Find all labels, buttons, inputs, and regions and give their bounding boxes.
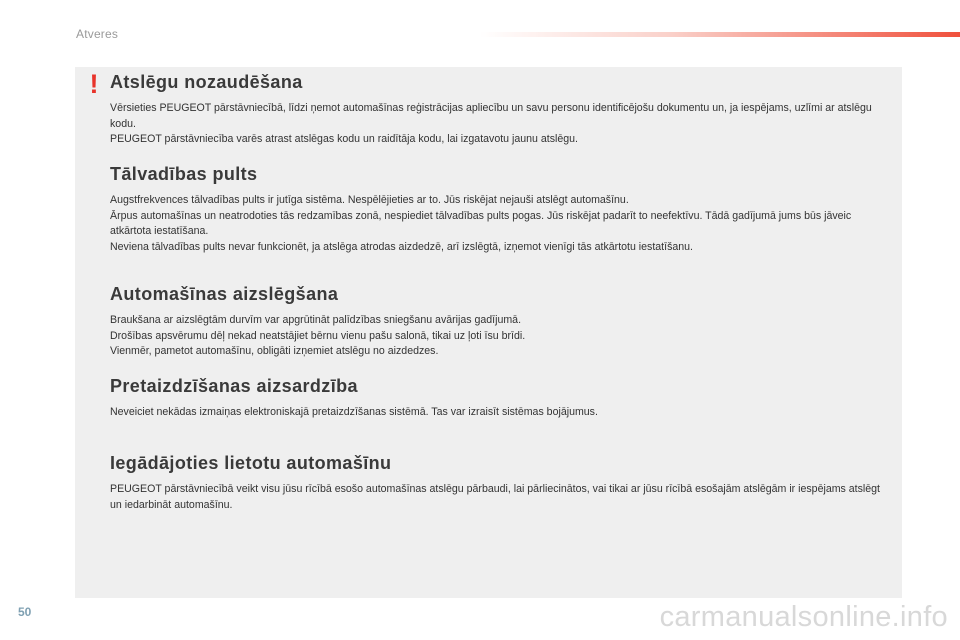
section-lost-keys [110,71,890,148]
section-paragraph: PEUGEOT pārstāvniecība varēs atrast atslēgas kodu un raidītāja kodu, lai izgatavotu jaunu atslēgu. [110,133,578,145]
section-paragraph: Drošības apsvērumu dēļ nekad neatstājiet bērnu vienu pašu salonā, tikai uz ļoti īsu brīdi. [110,329,526,342]
page-number: 50 [18,605,32,619]
section-paragraph: Braukšana ar aizslēgtām durvīm var apgrūtināt palīdzības sniegšanu avārijas gadījumā. [110,314,522,326]
section-anti-theft [110,375,890,421]
section-used-vehicle [110,452,890,513]
section-title: Automašīnas aizslēgšana [110,284,339,304]
section-title: Atslēgu nozaudēšana [110,72,303,92]
section-paragraph: Neviena tālvadības pults nevar funkcionēt, ja atslēga atrodas aizdedzē, arī izslēgtā, izņemot vienīgi tās atkārtotu iestatīšanu. [110,240,693,253]
section-paragraph: Vērsieties PEUGEOT pārstāvniecībā, līdzi ņemot automašīnas reģistrācijas apliecību un savu personu identificējošu dokumentu un, ja iespējams, uzlīmi ar atslēgu kodu. [110,102,872,130]
section-paragraph: Ārpus automašīnas un neatrodoties tās redzamības zonā, nespiediet tālvadības pults pogas. Jūs riskējat padarīt to neefektīvu. Tādā gadījumā jums būs jāveic atkārtota iestatīšana. [110,209,852,237]
section-paragraph: Vienmēr, pametot automašīnu, obligāti izņemiet atslēgu no aizdedzes. [110,345,439,357]
section-paragraph: Augstfrekvences tālvadības pults ir jutīga sistēma. Nespēlējieties ar to. Jūs riskējat nejauši atslēgt automašīnu. [110,194,629,206]
section-locking-vehicle [110,283,890,360]
section-remote-control [110,163,890,255]
section-header-title: Atveres [76,27,119,41]
section-title: Pretaizdzīšanas aizsardzība [110,376,358,396]
section-title: Iegādājoties lietotu automašīnu [110,453,392,473]
warning-exclamation-icon: ! [89,69,99,99]
section-title: Tālvadības pults [110,164,258,184]
section-paragraph: Neveiciet nekādas izmaiņas elektroniskajā pretaizdzīšanas sistēmā. Tas var izraisīt sistēmas bojājumus. [110,406,598,418]
section-paragraph: PEUGEOT pārstāvniecībā veikt visu jūsu rīcībā esošo automašīnas atslēgu pārbaudi, lai pārliecinātos, vai tikai ar jūsu rīcībā esošajām atslēgām ir iespējams atslēgt un iedarbināt automašīnu. [110,483,880,511]
watermark: carmanualsonline.info [659,601,948,633]
header-accent-line [480,32,960,37]
